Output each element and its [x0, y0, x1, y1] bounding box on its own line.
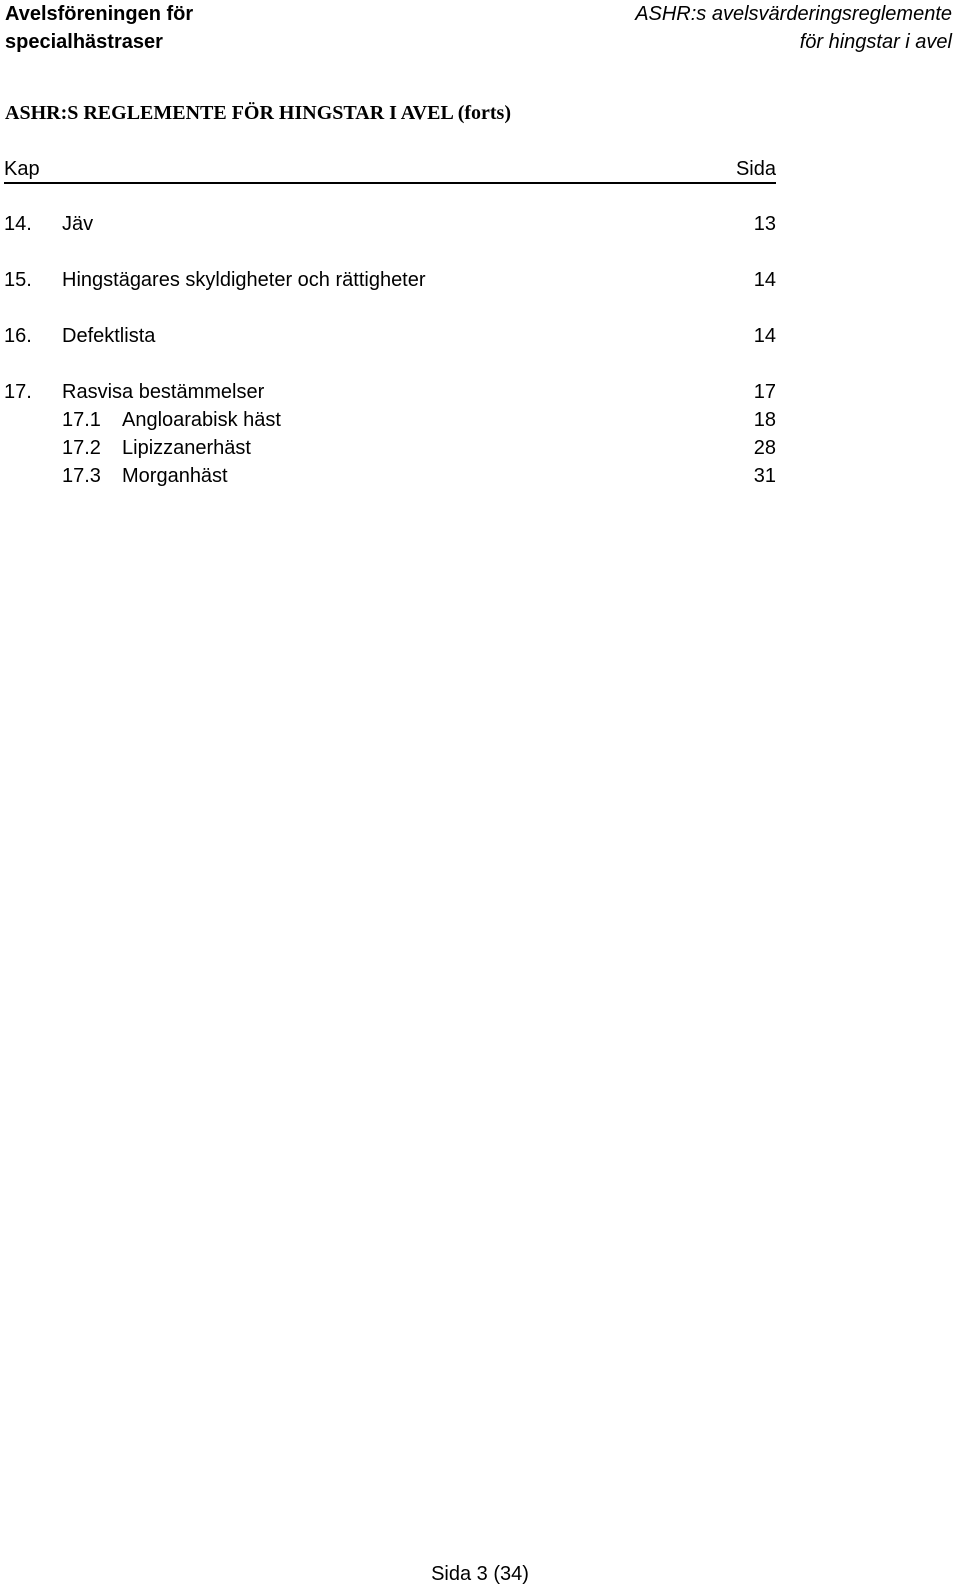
toc-row: [4, 266, 776, 294]
organization-name-line1: Avelsföreningen för: [5, 3, 194, 25]
toc-chapter-title: Rasvisa bestämmelser: [62, 381, 265, 403]
header-right: [635, 0, 952, 56]
toc-chapter-number: 15.: [4, 269, 32, 291]
toc-page-number: 18: [753, 409, 776, 431]
toc-section-title: Angloarabisk häst: [122, 409, 281, 431]
toc-subrow: [4, 434, 776, 462]
toc-chapter-title: Defektlista: [62, 325, 156, 347]
toc-page-number: 14: [753, 269, 776, 291]
toc-row: [4, 378, 776, 406]
toc-row: [4, 210, 776, 238]
toc-column-sida: Sida: [735, 158, 776, 180]
toc-page-number: 31: [753, 465, 776, 487]
toc-subrow: [4, 406, 776, 434]
document-name-line2: för hingstar i avel: [799, 31, 952, 53]
toc-section-number: 17.3: [62, 465, 101, 487]
toc-page-number: 13: [753, 213, 776, 235]
toc-section-number: 17.1: [62, 409, 101, 431]
toc-page-number: 14: [753, 325, 776, 347]
toc-section-title: Lipizzanerhäst: [122, 437, 251, 459]
toc-header: [4, 156, 776, 184]
toc-chapter-number: 17.: [4, 381, 32, 403]
header-left: [5, 0, 193, 56]
toc-column-kap: Kap: [4, 158, 40, 180]
toc-chapter-number: 14.: [4, 213, 32, 235]
toc-subrow: [4, 462, 776, 490]
toc-page-number: 17: [753, 381, 776, 403]
toc-section-number: 17.2: [62, 437, 101, 459]
toc-page-number: 28: [753, 437, 776, 459]
toc-row: [4, 322, 776, 350]
toc-chapter-number: 16.: [4, 325, 32, 347]
toc-chapter-title: Jäv: [62, 213, 94, 235]
toc-section-title: Morganhäst: [122, 465, 228, 487]
toc-chapter-title: Hingstägares skyldigheter och rättigheter: [62, 269, 426, 291]
organization-name-line2: specialhästraser: [5, 31, 163, 53]
page-title: ASHR:S REGLEMENTE FÖR HINGSTAR I AVEL (forts): [5, 102, 511, 124]
document-name-line1: ASHR:s avelsvärderingsreglemente: [635, 3, 952, 25]
page-footer: Sida 3 (34): [431, 1563, 529, 1585]
